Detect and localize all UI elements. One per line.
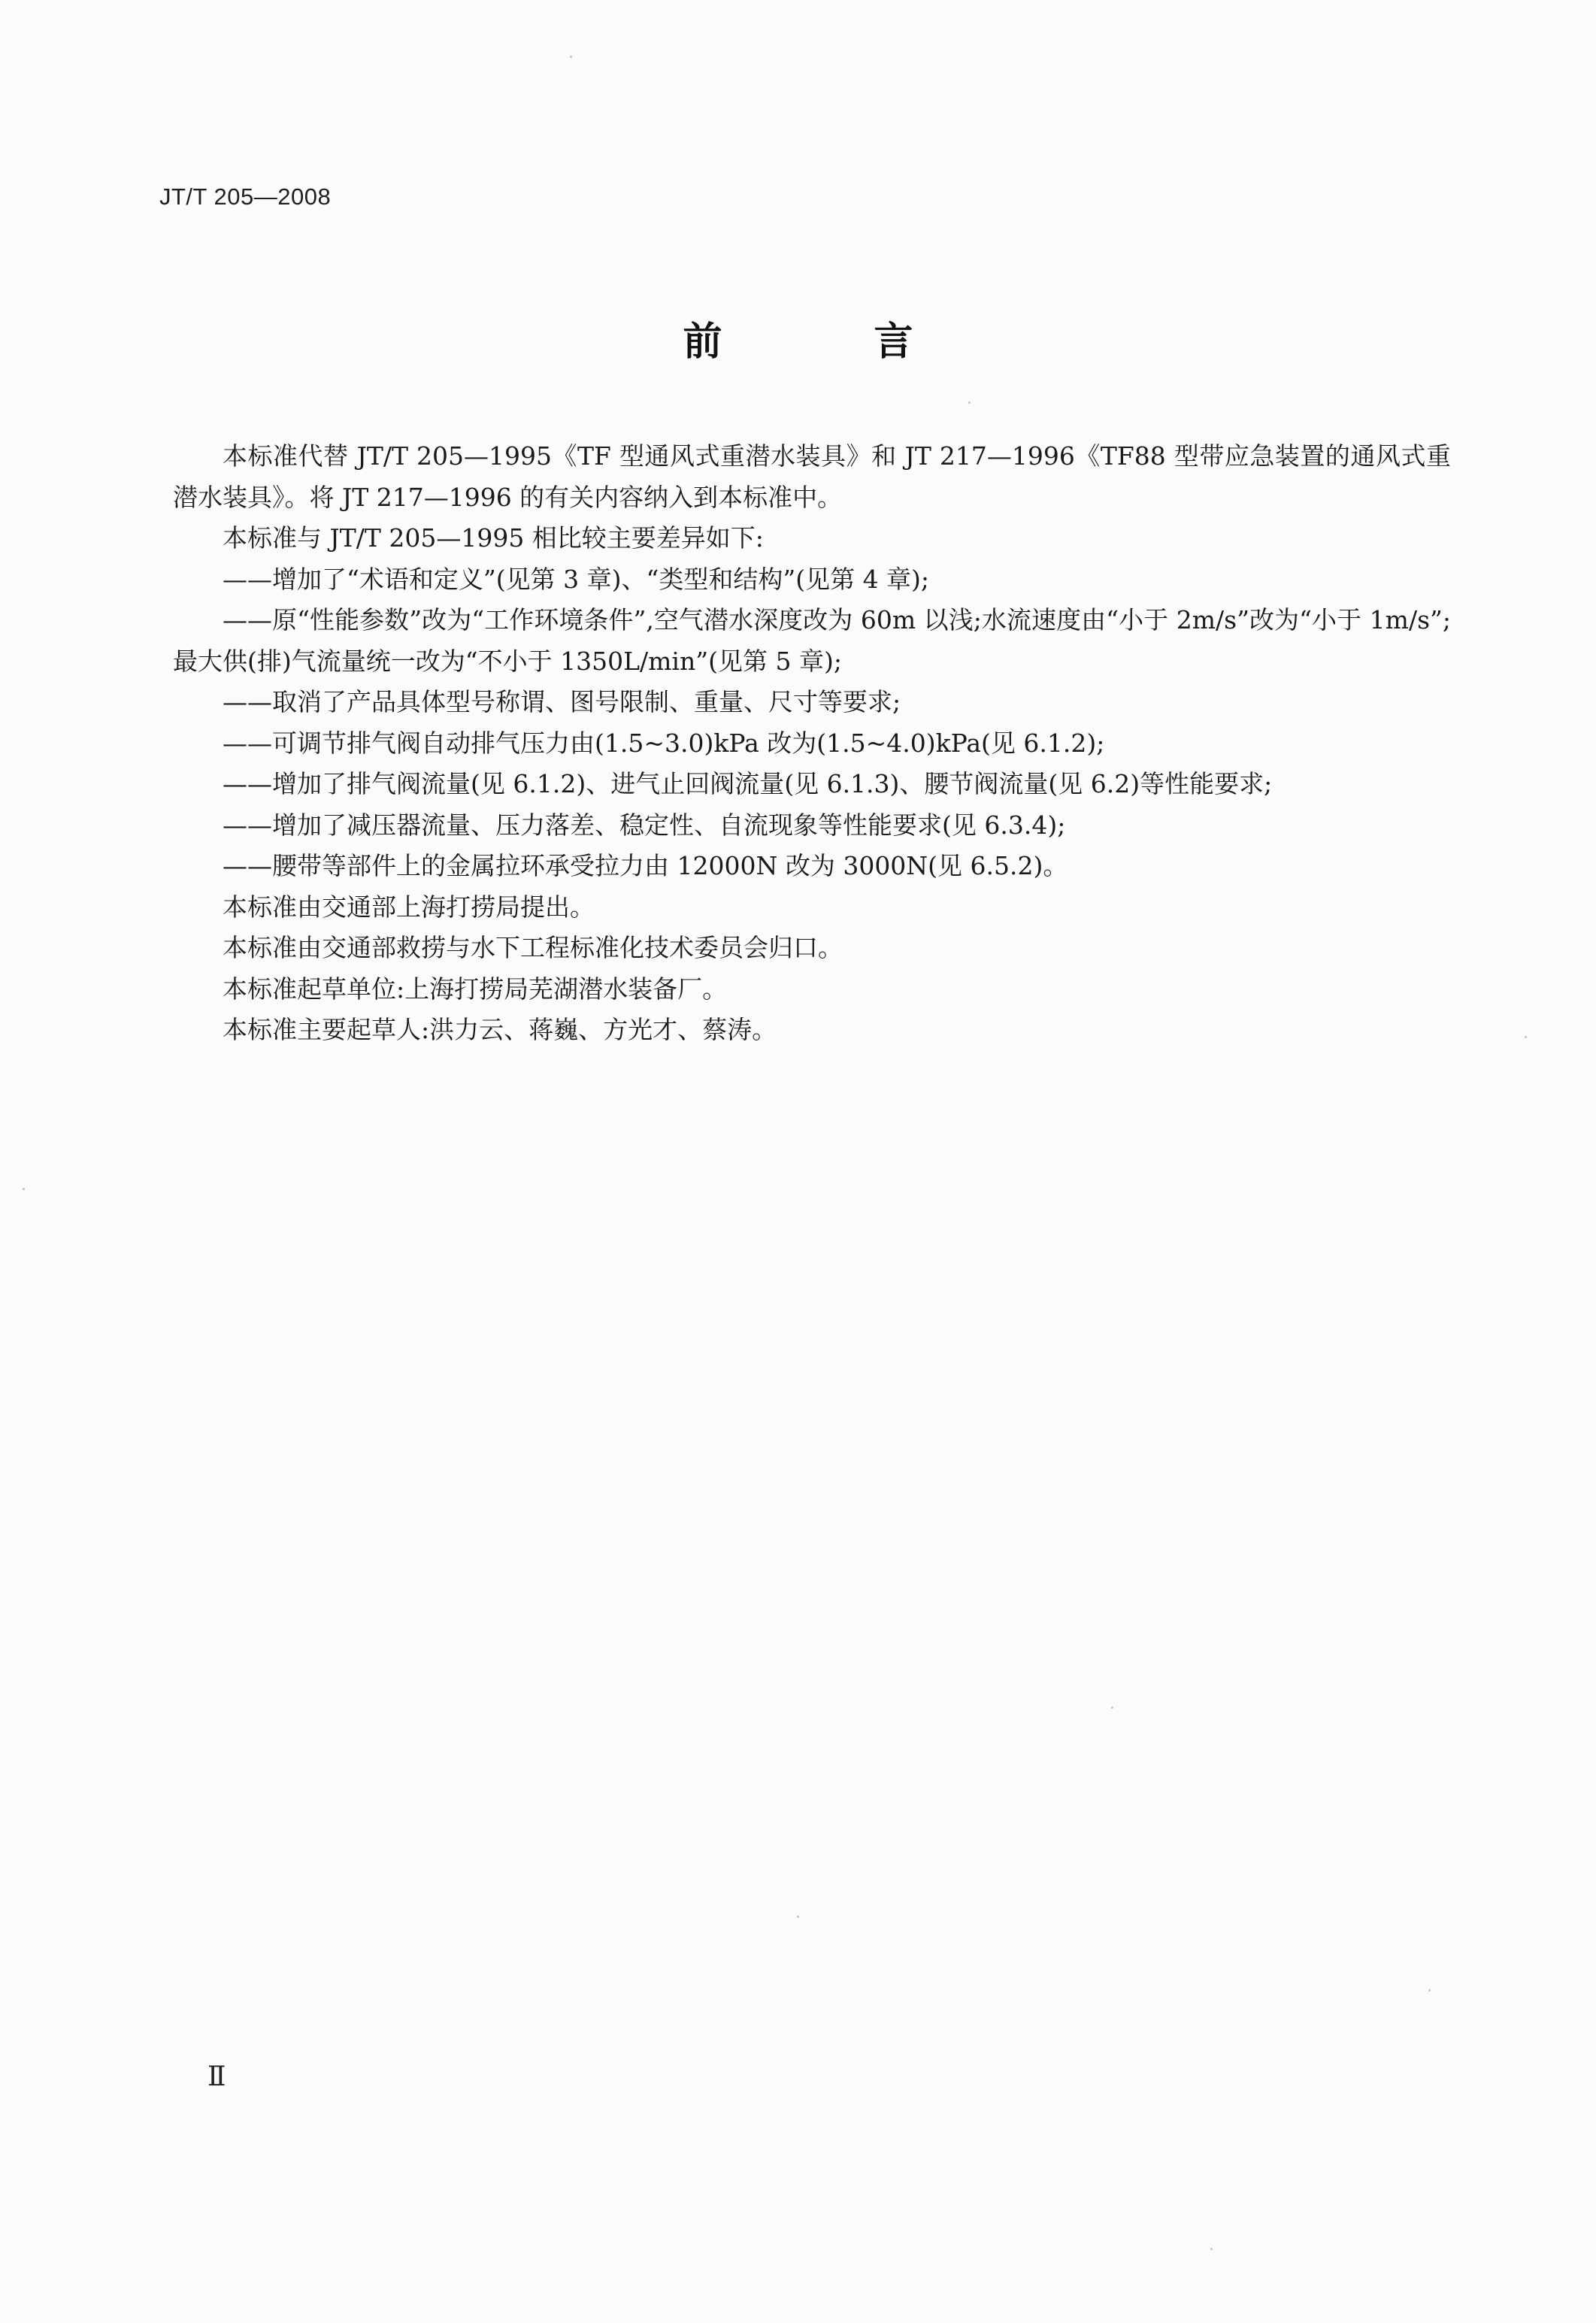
page-title: 前 言 (683, 320, 983, 365)
standard-number: JT/T 205—2008 (159, 183, 332, 210)
paragraph-supersedes: 本标准代替 JT/T 205—1995《TF 型通风式重潜水装具》和 JT 217—1996《TF88 型带应急装置的通风式重潜水装具》。将 JT 217—1996 的有关内容纳入到本标准中。 (173, 441, 1451, 512)
scan-speck (1525, 1036, 1527, 1038)
foreword-body (173, 436, 1451, 1051)
paragraph-differences-intro: 本标准与 JT/T 205—1995 相比较主要差异如下: (223, 523, 764, 553)
scan-speck (797, 1916, 799, 1918)
paragraph-committee: 本标准由交通部救捞与水下工程标准化技术委员会归口。 (223, 933, 843, 962)
list-item: ——增加了“术语和定义”(见第 3 章)、“类型和结构”(见第 4 章); (223, 564, 930, 594)
paragraph-drafting-unit: 本标准起草单位:上海打捞局芜湖潜水装备厂。 (223, 974, 728, 1004)
page-number: Ⅱ (207, 2061, 226, 2092)
scan-speck (1428, 1989, 1431, 1991)
scan-speck (1111, 1707, 1113, 1709)
list-item: ——可调节排气阀自动排气压力由(1.5~3.0)kPa 改为(1.5~4.0)kPa(见 6.1.2); (223, 728, 1105, 758)
scan-speck (968, 401, 971, 404)
list-item: ——原“性能参数”改为“工作环境条件”,空气潜水深度改为 60m 以浅;水流速度由“小于 2m/s”改为“小于 1m/s”;最大供(排)气流量统一改为“不小于 1350L/min”(见第 5 章); (173, 605, 1451, 676)
scan-speck (570, 56, 572, 58)
scan-speck (1210, 2248, 1213, 2250)
list-item: ——腰带等部件上的金属拉环承受拉力由 12000N 改为 3000N(见 6.5.2)。 (223, 851, 1068, 880)
list-item: ——取消了产品具体型号称谓、图号限制、重量、尺寸等要求; (223, 687, 901, 716)
list-item: ——增加了减压器流量、压力落差、稳定性、自流现象等性能要求(见 6.3.4); (223, 810, 1066, 840)
paragraph-proposer: 本标准由交通部上海打捞局提出。 (223, 892, 595, 922)
scan-speck (23, 1188, 25, 1190)
list-item: ——增加了排气阀流量(见 6.1.2)、进气止回阀流量(见 6.1.3)、腰节阀流量(见 6.2)等性能要求; (223, 769, 1273, 798)
paragraph-drafters: 本标准主要起草人:洪力云、蒋巍、方光才、蔡涛。 (223, 1015, 777, 1044)
